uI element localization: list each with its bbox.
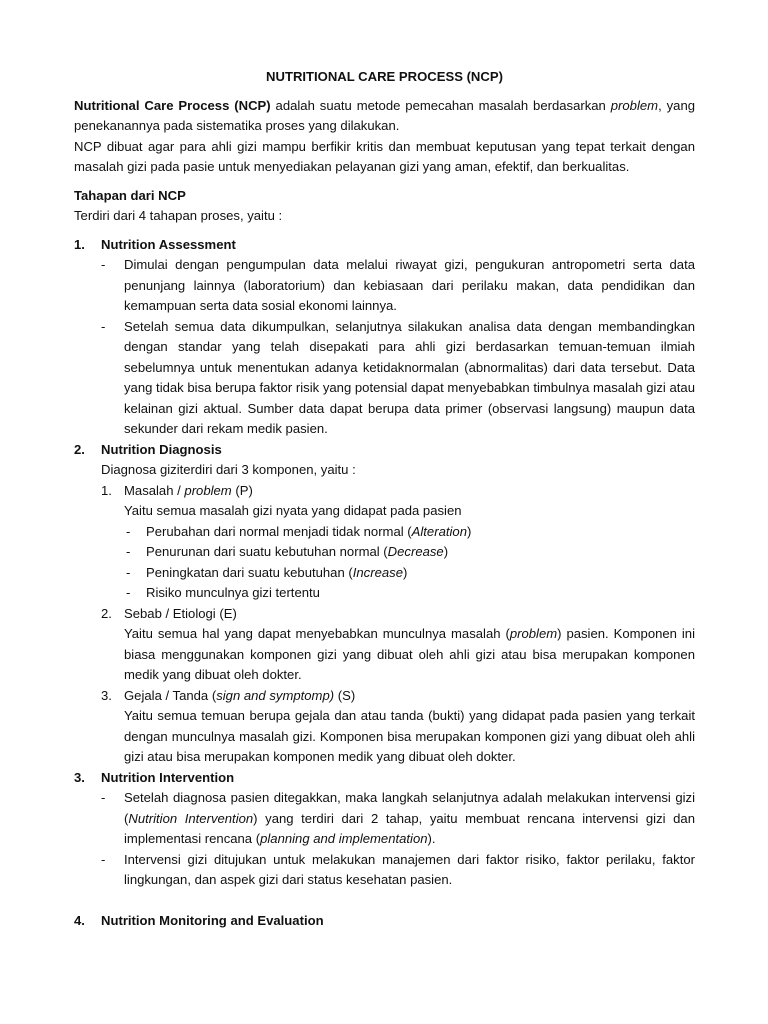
bullet-item (101, 255, 695, 317)
section-title: Nutrition Diagnosis (101, 441, 222, 457)
component-problem (101, 481, 695, 604)
section-nutrition-monitoring (74, 911, 695, 932)
section-nutrition-assessment (74, 235, 695, 440)
dash-marker: - (101, 790, 106, 805)
dash-marker: - (126, 544, 131, 559)
component-number: 1. (101, 482, 112, 498)
section-number: 2. (74, 441, 85, 457)
bullet-text: Intervensi gizi ditujukan untuk melakukan manajemen dari faktor risiko, faktor perilaku, faktor lingkungan, dan aspek gizi dari status kesehatan pasien. (124, 851, 695, 887)
label-italic: problem (184, 482, 232, 498)
list-item (124, 563, 695, 584)
bullet-text: Setelah semua data dikumpulkan, selanjutnya silakukan analisa data dengan membandingkan dengan standar yang telah disepakati para ahli gizi berdasarkan temuan-temuan ilmiah sebelumnya untuk menentukan adanya ketidaknormalan (abnormalitas) dari data tersebut. Data yang tidak bisa berupa faktor risik yang potensial dapat menyebabkan timbulnya masalah gizi atau kelainan gizi aktual. Sumber data dapat berupa data primer (observasi langsung) maupun data sekunder dari rekam medik pasien. (124, 318, 695, 436)
section-nutrition-intervention (74, 768, 695, 891)
intro-paragraph-2: NCP dibuat agar para ahli gizi mampu berfikir kritis dan membuat keputusan yang tepat terkait dengan masalah gizi pada pasie untuk menyediakan pelayanan gizi yang aman, efektif, dan berkualitas. (74, 138, 695, 174)
dash-marker: - (101, 318, 106, 334)
component-label (124, 481, 695, 502)
bullet-text: Dimulai dengan pengumpulan data melalui riwayat gizi, pengukuran antropometri serta data penunjang lainnya (laboratorium) dan kebiasaan dari perilaku makan, data pendidikan dan kemampuan serta data sosial ekonomi lainnya. (124, 257, 695, 313)
label-part: (P) (231, 482, 253, 498)
list-item (124, 522, 695, 543)
document-title: NUTRITIONAL CARE PROCESS (NCP) (266, 69, 503, 84)
stages-subheading: Terdiri dari 4 tahapan proses, yaitu : (74, 208, 283, 223)
section-number: 1. (74, 236, 85, 252)
list-item (124, 583, 695, 604)
section-number: 4. (74, 912, 85, 928)
section-number: 3. (74, 769, 85, 785)
bullet-text: Setelah diagnosa pasien ditegakkan, maka langkah selanjutnya adalah melakukan intervensi gizi (Nutrition Intervention) yang terdiri dari 2 tahap, yaitu membuat rencana intervensi gizi dan implementasi rencana (planning and implementation). (124, 790, 695, 846)
component-etiology (101, 604, 695, 686)
bullet-item (101, 788, 695, 850)
stages-heading: Tahapan dari NCP (74, 187, 186, 203)
component-number: 2. (101, 605, 112, 621)
component-number: 3. (101, 687, 112, 703)
list-item (124, 542, 695, 563)
intro-problem-term: problem (610, 97, 659, 113)
section-title: Nutrition Intervention (101, 769, 235, 785)
dash-marker: - (101, 257, 106, 272)
list-item-text: Perubahan dari normal menjadi tidak normal (Alteration) (146, 523, 472, 539)
list-item-text: Penurunan dari suatu kebutuhan normal (Decrease) (146, 544, 449, 559)
component-desc: Yaitu semua masalah gizi nyata yang didapat pada pasien (124, 503, 462, 518)
section-title: Nutrition Monitoring and Evaluation (101, 912, 324, 928)
dash-marker: - (101, 851, 106, 867)
list-item-text: Peningkatan dari suatu kebutuhan (Increase) (146, 564, 408, 580)
intro-paragraph (74, 96, 695, 137)
intro-term: Nutritional Care Process (NCP) (74, 97, 271, 113)
bullet-item (101, 317, 695, 440)
section-nutrition-diagnosis (74, 440, 695, 768)
dash-marker: - (126, 585, 131, 600)
component-sign-symptom (101, 686, 695, 768)
component-desc: Yaitu semua temuan berupa gejala dan atau tanda (bukti) yang didapat pada pasien yang terkait dengan munculnya masalah gizi. Komponen bisa merupakan komponen gizi yang dibuat oleh ahli gizi atau bisa merupakan komponen medik yang dibuat oleh dokter. (124, 708, 695, 764)
label-part: Masalah / (124, 482, 185, 498)
component-label: Gejala / Tanda (sign and symptomp) (S) (124, 687, 356, 703)
dash-marker: - (126, 564, 131, 580)
intro-text-end: , yang penekanannya pada sistematika proses yang dilakukan. (74, 97, 696, 133)
component-desc: Yaitu semua hal yang dapat menyebabkan munculnya masalah (problem) pasien. Komponen ini biasa menggunakan komponen gizi yang dibuat oleh ahli gizi atau bisa merupakan komponen medik yang dibuat oleh dokter. (124, 626, 695, 682)
intro-text: adalah suatu metode pemecahan masalah berdasarkan (270, 97, 611, 113)
list-item-text: Risiko munculnya gizi tertentu (146, 585, 320, 600)
document-page (74, 67, 695, 931)
component-label: Sebab / Etiologi (E) (124, 605, 237, 621)
dash-marker: - (126, 523, 131, 539)
section-intro: Diagnosa giziterdiri dari 3 komponen, yaitu : (101, 462, 356, 477)
bullet-item (101, 850, 695, 891)
section-title: Nutrition Assessment (101, 236, 236, 252)
